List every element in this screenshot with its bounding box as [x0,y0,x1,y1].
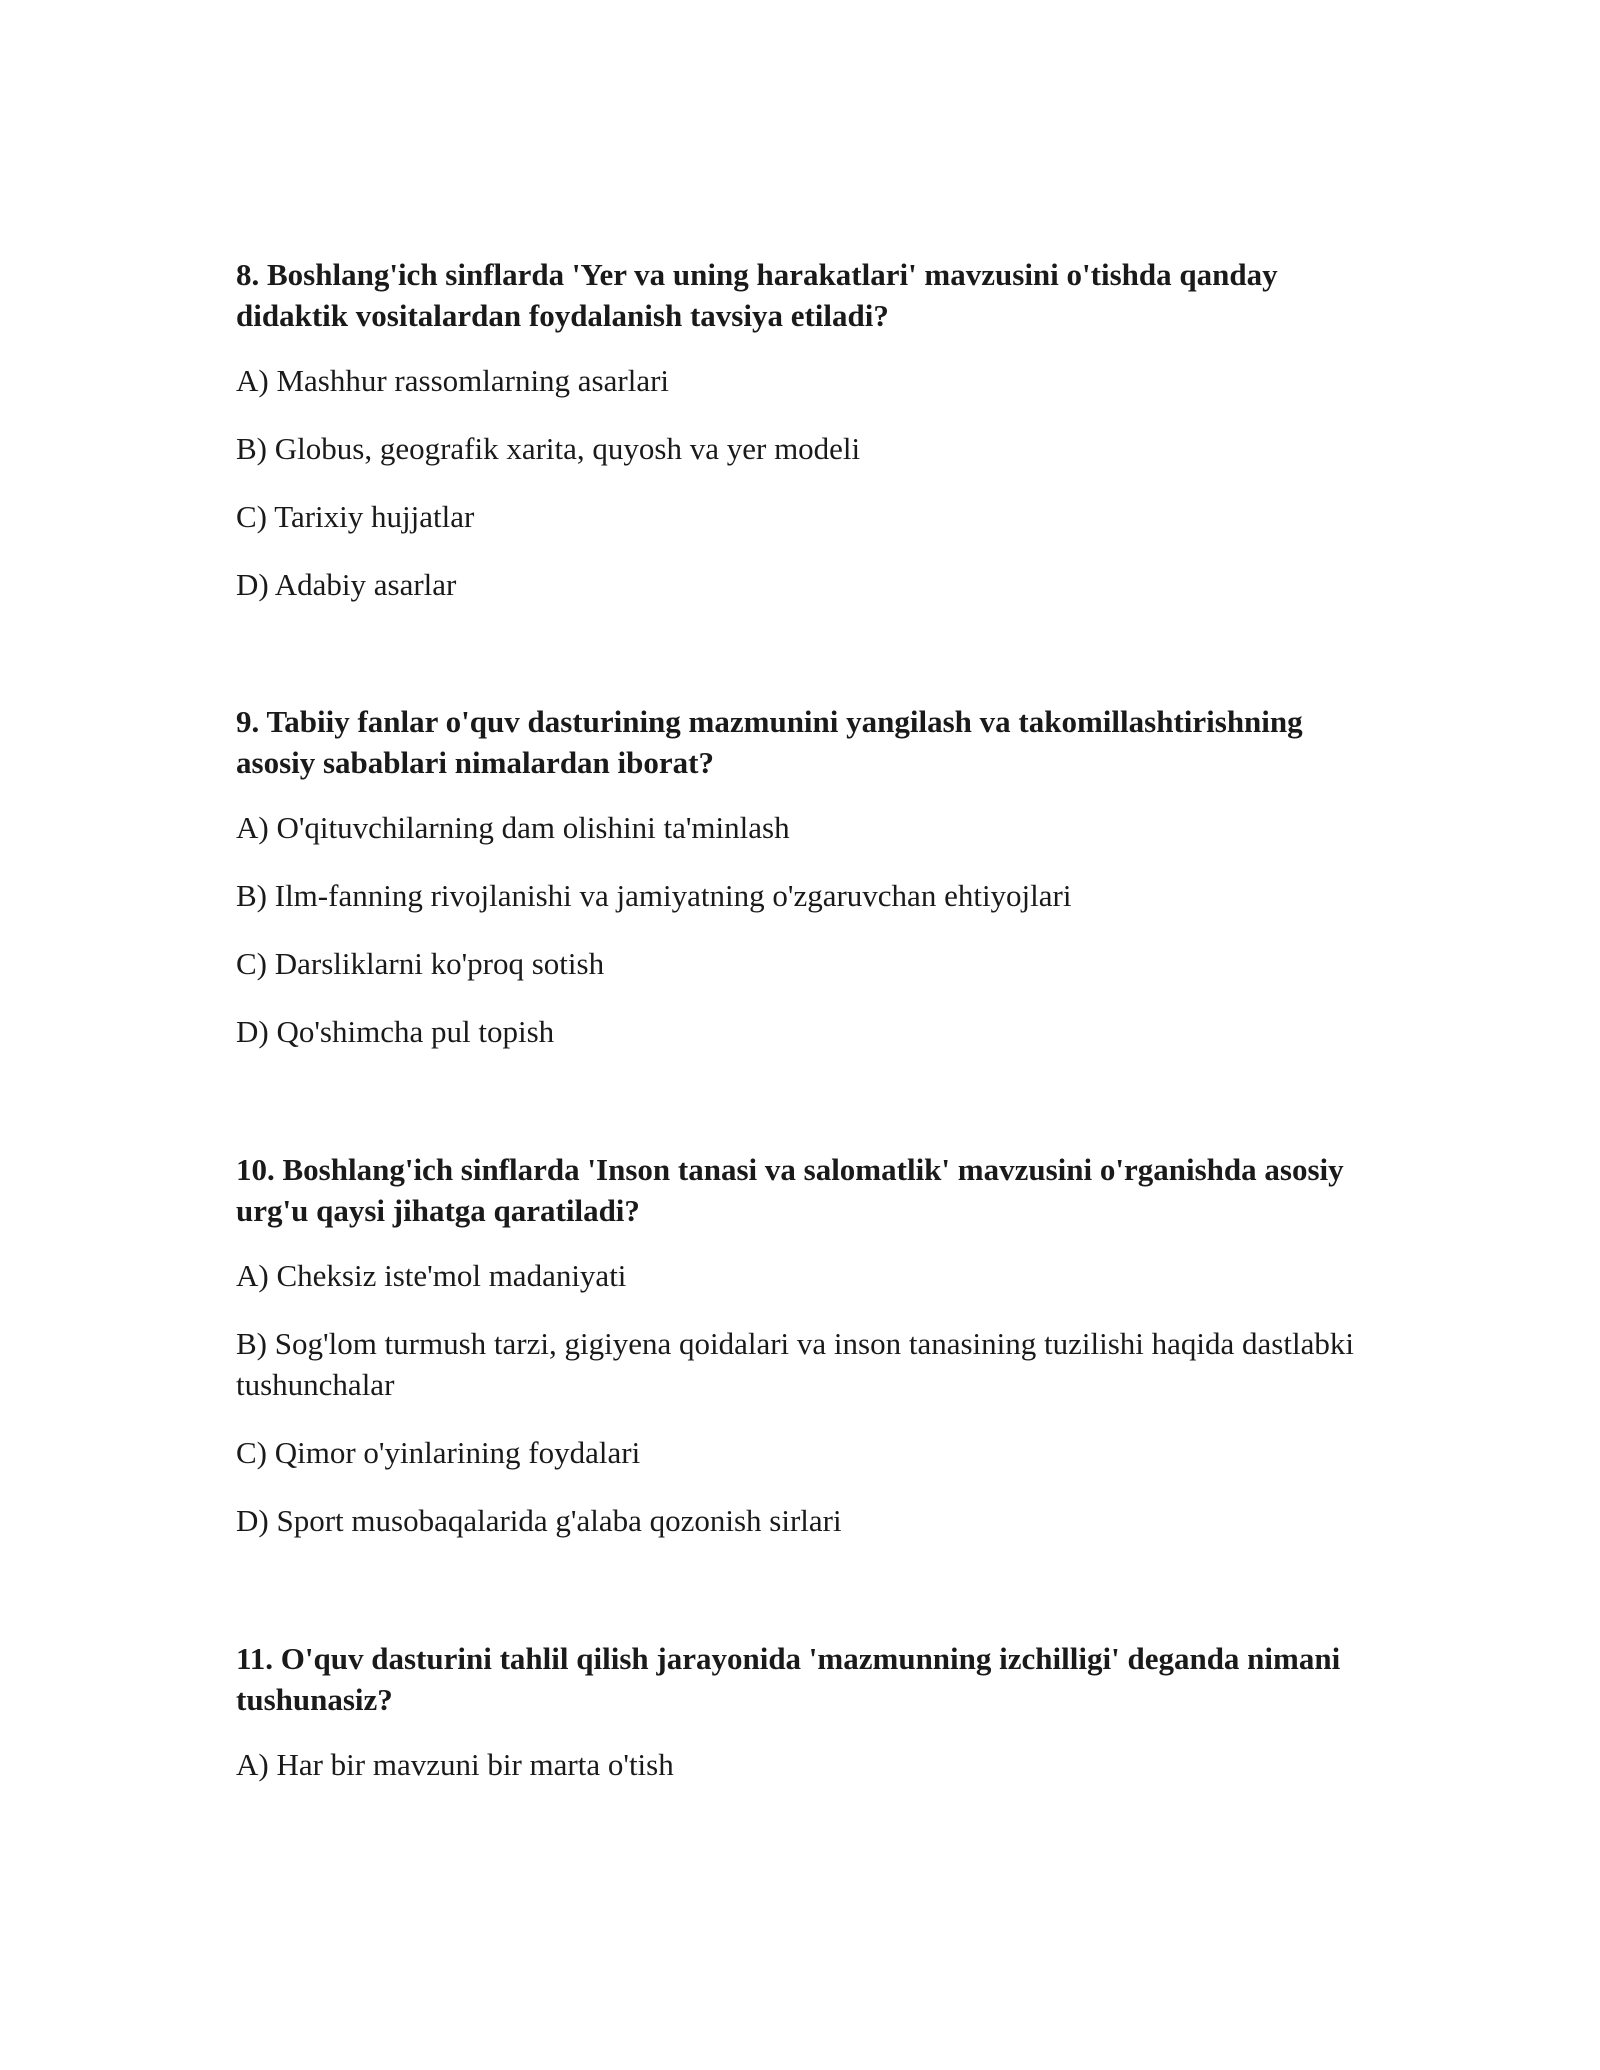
question-8 [236,254,1386,632]
question-10-title: 10. Boshlang'ich sinflarda 'Inson tanasi va salomatlik' mavzusini o'rganishda asosiy urg'u qaysi jihatga qaratiladi? [236,1152,1344,1228]
question-9-option-b: B) Ilm-fanning rivojlanishi va jamiyatning o'zgaruvchan ehtiyojlari [236,878,1072,913]
question-10-option-d: D) Sport musobaqalarida g'alaba qozonish sirlari [236,1503,842,1538]
question-8-option-b: B) Globus, geografik xarita, quyosh va yer modeli [236,431,861,466]
question-10-option-a: A) Cheksiz iste'mol madaniyati [236,1258,627,1293]
question-8-option-c: C) Tarixiy hujjatlar [236,499,475,534]
question-10-option-c: C) Qimor o'yinlarining foydalari [236,1435,641,1470]
question-10 [236,1149,1386,1568]
question-8-option-d: D) Adabiy asarlar [236,567,457,602]
question-9-option-d: D) Qo'shimcha pul topish [236,1014,555,1049]
question-8-option-a: A) Mashhur rassomlarning asarlari [236,363,670,398]
question-11 [236,1638,1386,1812]
question-9 [236,701,1386,1079]
question-10-option-b: B) Sog'lom turmush tarzi, gigiyena qoidalari va inson tanasining tuzilishi haqida dastlabki tushunchalar [236,1326,1354,1402]
question-11-option-a: A) Har bir mavzuni bir marta o'tish [236,1747,674,1782]
question-9-title: 9. Tabiiy fanlar o'quv dasturining mazmunini yangilash va takomillashtirishning asosiy sabablari nimalardan iborat? [236,704,1303,780]
question-11-title: 11. O'quv dasturini tahlil qilish jarayonida 'mazmunning izchilligi' deganda nimani tushunasiz? [236,1641,1341,1717]
question-9-option-c: C) Darsliklarni ko'proq sotish [236,946,605,981]
question-8-title: 8. Boshlang'ich sinflarda 'Yer va uning harakatlari' mavzusini o'tishda qanday didaktik vositalardan foydalanish tavsiya etiladi? [236,257,1278,333]
question-9-option-a: A) O'qituvchilarning dam olishini ta'minlash [236,810,790,845]
